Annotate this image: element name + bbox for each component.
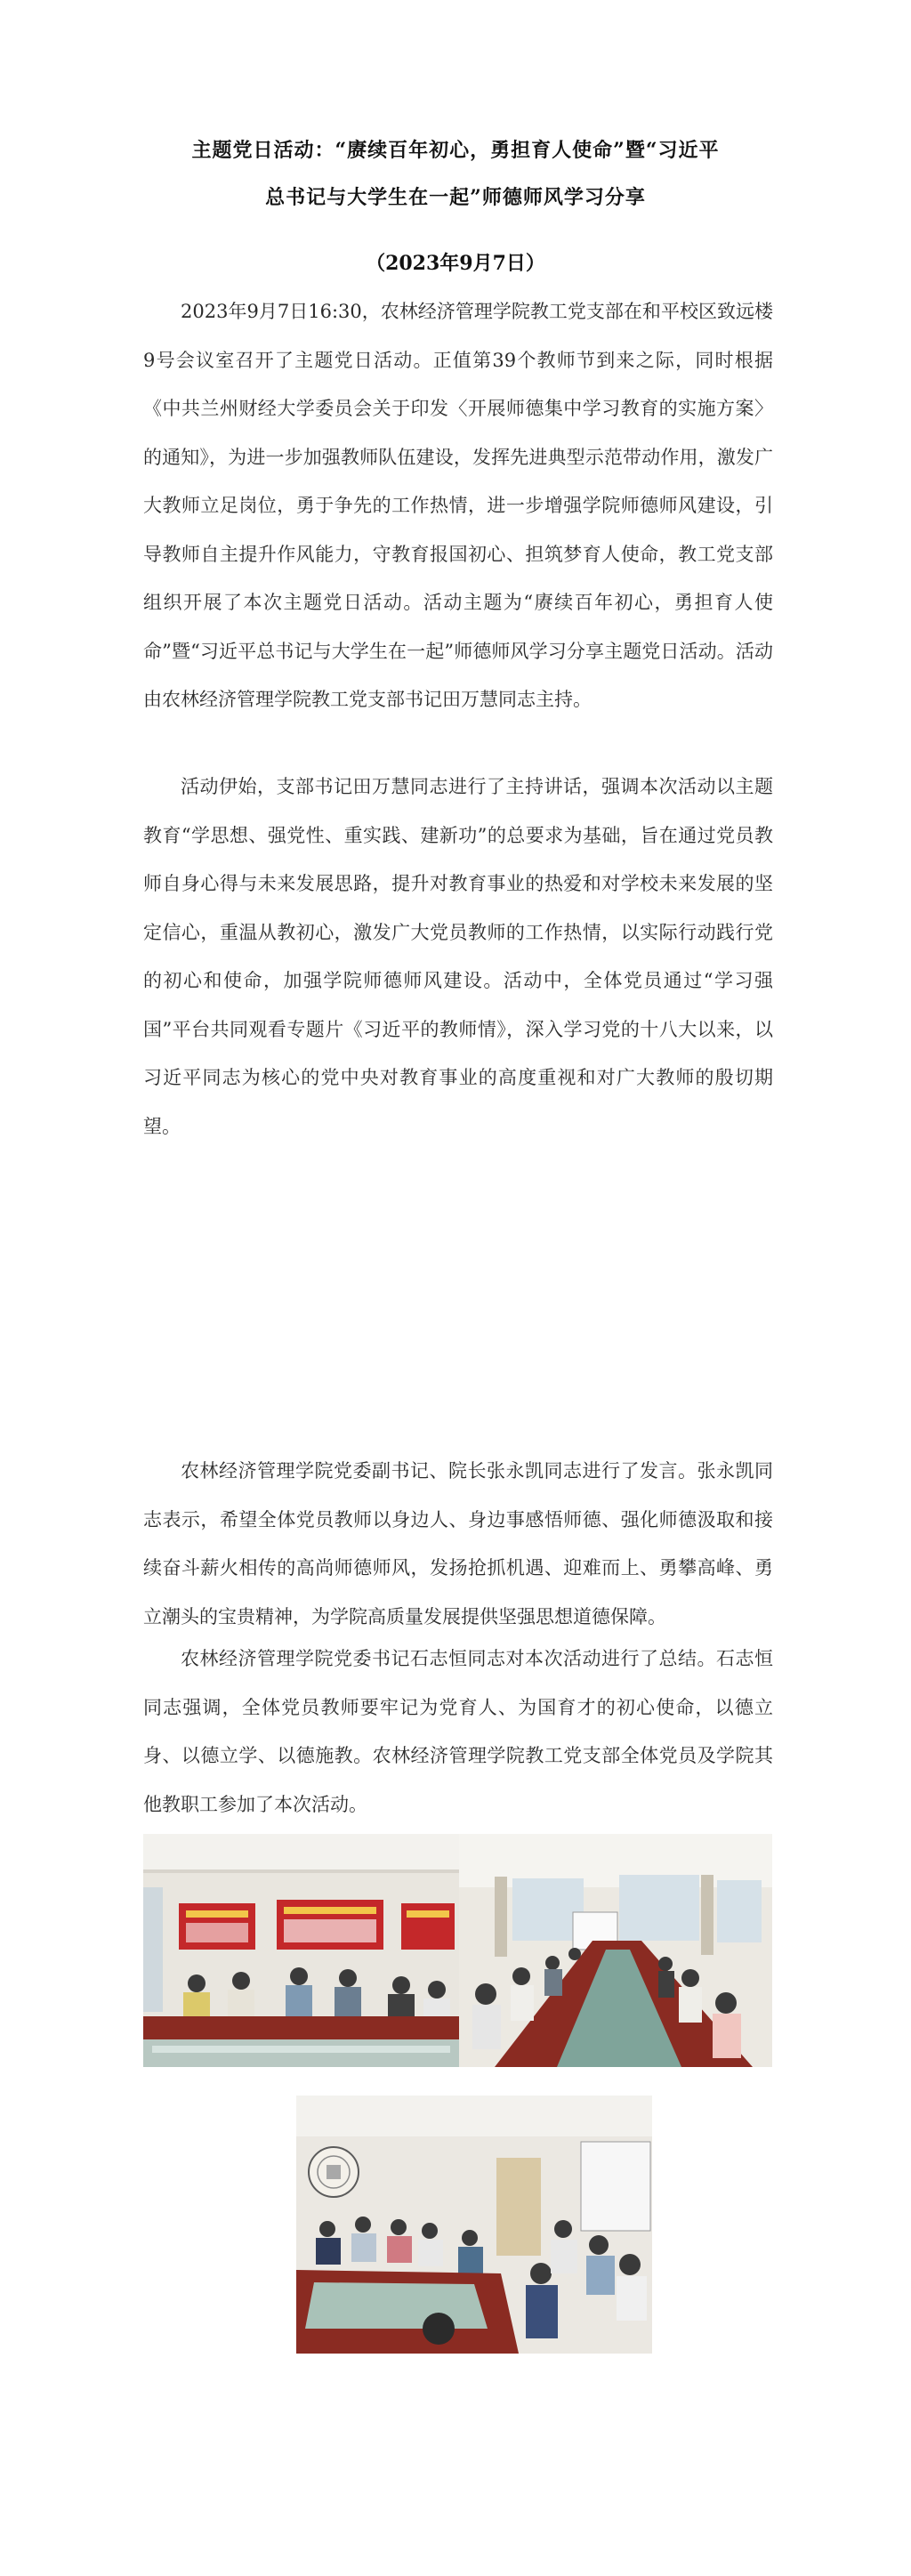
paragraph-opening: 活动伊始，支部书记田万慧同志进行了主持讲话，强调本次活动以主题教育“学思想、强党性、重实践、建新功”的总要求为基础，旨在通过党员教师自身心得与未来发展思路，提升对教育事业的热爱和对学校未来发展的坚定信心，重温从教初心，激发广大党员教师的工作热情，以实际行动践行党的初心和使命，加强学院师德师风建设。活动中，全体党员通过“学习强国”平台共同观看专题片《习近平的教师情》，深入学习党的十八大以来，以习近平同志为核心的党中央对教育事业的高度重视和对广大教师的殷切期望。	[143, 776, 773, 1137]
meeting-photo-bottom	[296, 2096, 652, 2354]
paragraph-summary: 农林经济管理学院党委书记石志恒同志对本次活动进行了总结。石志恒同志强调，全体党员教师要牢记为党育人、为国育才的初心使命，以德立身、以德立学、以德施教。农林经济管理学院教工党支部全体党员及学院其他教职工参加了本次活动。	[143, 1648, 773, 1815]
meeting-photo-left	[143, 1834, 459, 2067]
paragraph-dean-speech: 农林经济管理学院党委副书记、院长张永凯同志进行了发言。张永凯同志表示，希望全体党员教师以身边人、身边事感悟师德、强化师德汲取和接续奋斗薪火相传的高尚师德师风，发扬抢抓机遇、迎难而上、勇攀高峰、勇立潮头的宝贵精神，为学院高质量发展提供坚强思想道德保障。	[143, 1460, 773, 1627]
event-date: （2023年9月7日）	[366, 252, 545, 275]
paragraph-intro: 2023年9月7日16:30，农林经济管理学院教工党支部在和平校区致远楼9号会议室召开了主题党日活动。正值第39个教师节到来之际，同时根据《中共兰州财经大学委员会关于印发〈开展师德集中学习教育的实施方案〉的通知》，为进一步加强教师队伍建设，发挥先进典型示范带动作用，激发广大教师立足岗位，勇于争先的工作热情，进一步增强学院师德师风建设，引导教师自主提升作风能力，守教育报国初心、担筑梦育人使命，教工党支部组织开展了本次主题党日活动。活动主题为“赓续百年初心，勇担育人使命”暨“习近平总书记与大学生在一起”师德师风学习分享主题党日活动。活动由农林经济管理学院教工党支部书记田万慧同志主持。	[143, 301, 773, 710]
meeting-photo-right	[459, 1834, 772, 2067]
title-line-2: 总书记与大学生在一起”师德师风学习分享	[265, 186, 646, 209]
title-line-1: 主题党日活动：“赓续百年初心，勇担育人使命”暨“习近平	[191, 139, 720, 162]
